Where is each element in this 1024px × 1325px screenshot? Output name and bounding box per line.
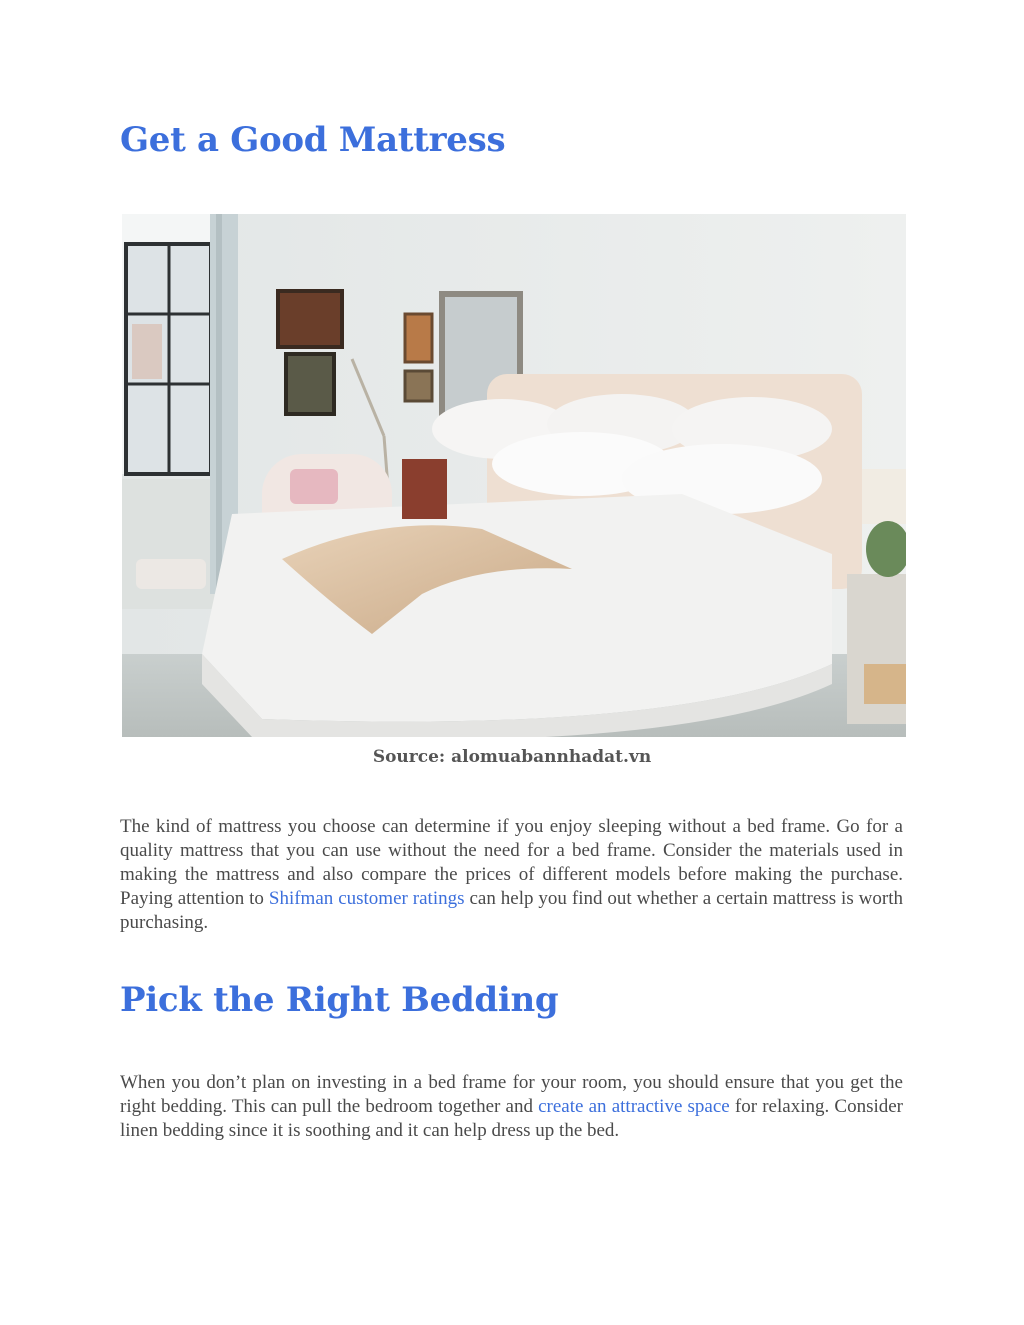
section-heading-bedding: Pick the Right Bedding [120, 980, 559, 1020]
section-heading-mattress: Get a Good Mattress [120, 120, 506, 160]
image-caption: Source: alomuabannhadat.vn [372, 747, 652, 767]
mattress-paragraph [120, 815, 903, 935]
paragraph-text: The kind of mattress you choose can determine if you enjoy sleeping without a bed frame. Go for a quality mattress that you can use without the need for a bed frame. Consider the materials used in making the mattress and also compare the prices of different models before making the purchase. Paying attention to [120, 816, 903, 909]
paragraph-text: When you don’t plan on investing in a bed frame for your room, you should ensure that you get the right bedding. This can pull the bedroom together and [120, 1072, 903, 1117]
paragraph-text: for relaxing. Consider linen bedding since it is soothing and it can help dress up the bed. [120, 1096, 903, 1141]
bedding-paragraph [120, 1071, 903, 1143]
paragraph-text: can help you find out whether a certain mattress is worth purchasing. [120, 888, 903, 933]
bedroom-photo [122, 214, 906, 737]
attractive-space-link[interactable]: create an attractive space [538, 1096, 730, 1117]
shifman-ratings-link[interactable]: Shifman customer ratings [268, 888, 465, 909]
